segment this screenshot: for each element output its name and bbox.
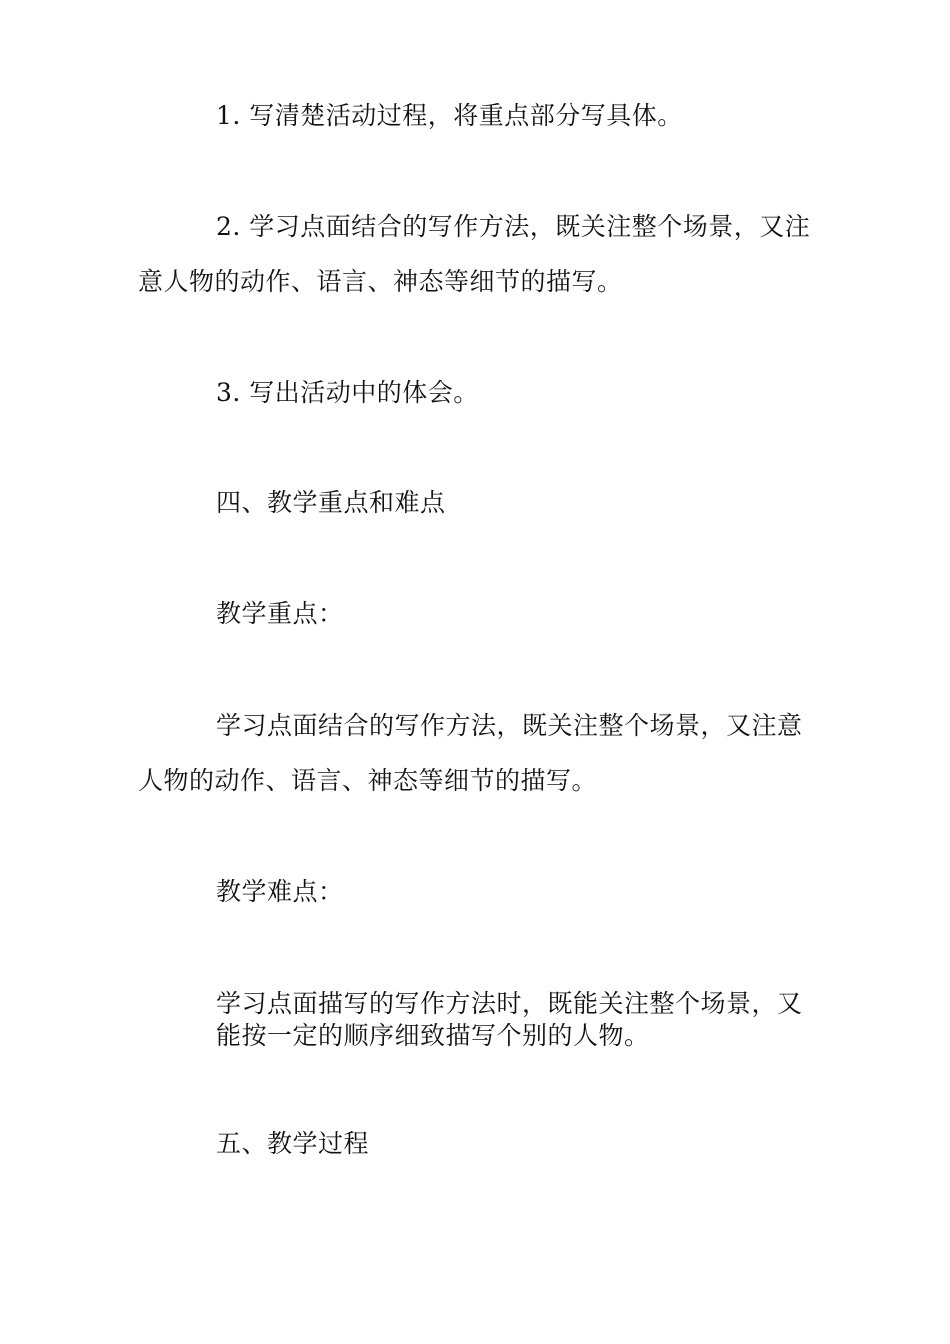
goal-item-2-line-1: 2. 学习点面结合的写作方法，既关注整个场景，又注 <box>216 212 811 241</box>
section-4-heading: 四、教学重点和难点 <box>216 488 446 517</box>
key-point-label: 教学重点： <box>216 599 344 628</box>
key-point-line-1: 学习点面结合的写作方法，既关注整个场景，又注意 <box>216 711 803 740</box>
difficulty-line-1: 学习点面描写的写作方法时，既能关注整个场景，又 <box>216 989 803 1018</box>
key-point-line-2: 人物的动作、语言、神态等细节的描写。 <box>138 766 598 795</box>
goal-item-1: 1. 写清楚活动过程，将重点部分写具体。 <box>216 101 683 130</box>
difficulty-line-2: 能按一定的顺序细致描写个别的人物。 <box>216 1021 650 1050</box>
goal-item-3: 3. 写出活动中的体会。 <box>216 378 479 407</box>
section-5-heading: 五、教学过程 <box>216 1129 370 1158</box>
difficulty-label: 教学难点： <box>216 877 344 906</box>
goal-item-2-line-2: 意人物的动作、语言、神态等细节的描写。 <box>138 267 623 296</box>
